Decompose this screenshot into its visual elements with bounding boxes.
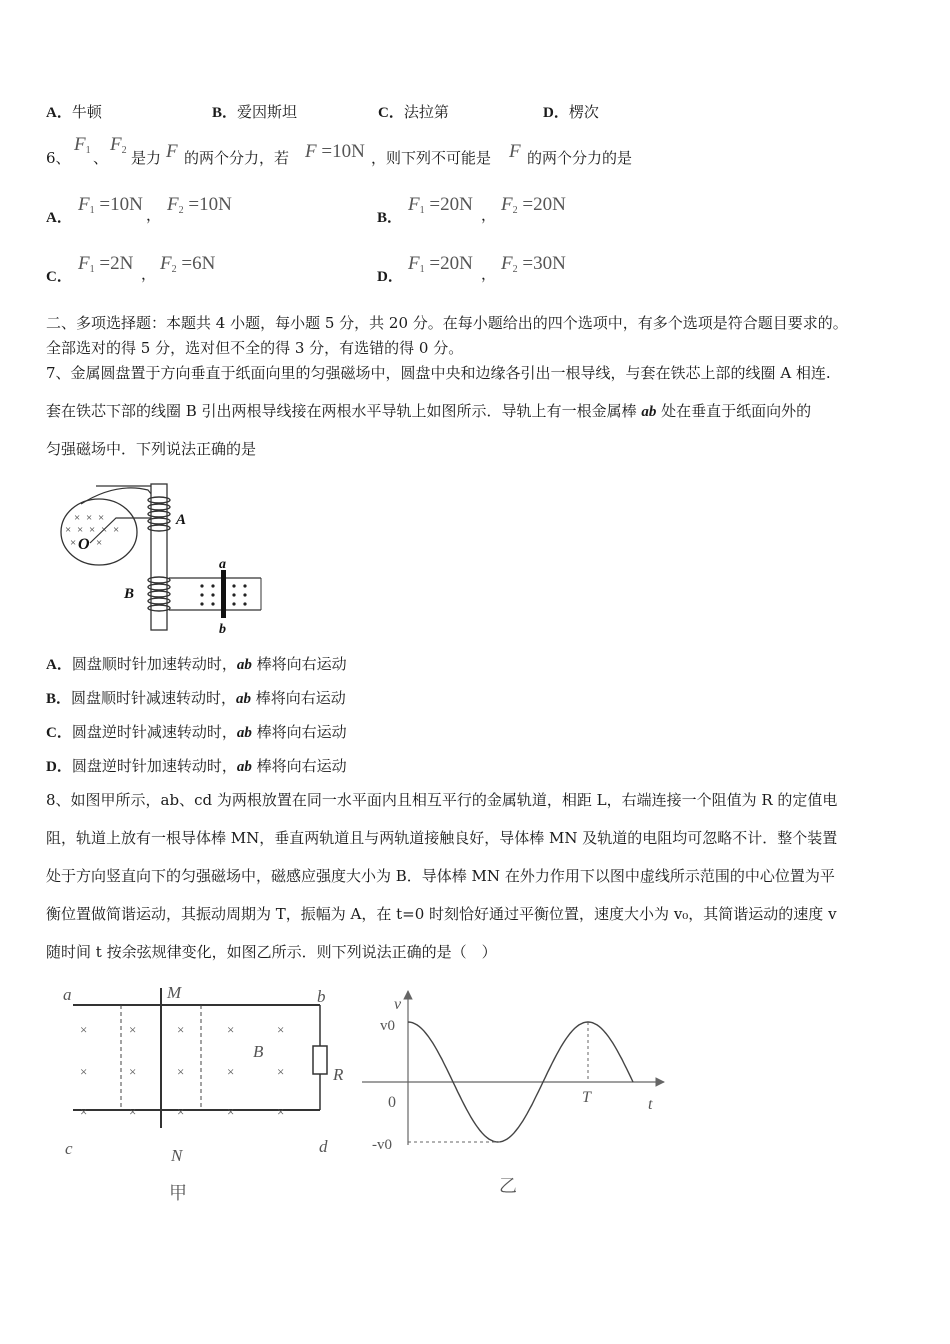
- option-letter: A．: [46, 657, 72, 673]
- cross: ×: [277, 1022, 285, 1037]
- caption-yi: 乙: [499, 1176, 517, 1196]
- var: F: [305, 141, 317, 162]
- label-period: T: [582, 1089, 591, 1106]
- cross: ×: [80, 1104, 88, 1119]
- text: 圆盘逆时针加速转动时，: [71, 757, 237, 775]
- q6-option-d: [377, 266, 403, 287]
- q6-option-c: [46, 266, 72, 287]
- q5-option-c: [378, 102, 449, 123]
- label-m: M: [167, 983, 182, 1002]
- value: =20N: [429, 253, 473, 274]
- cross: ×: [89, 524, 96, 536]
- q8-figure-jia: [55, 978, 355, 1210]
- subscript: 1: [85, 145, 91, 156]
- value: =6N: [181, 253, 216, 274]
- option-letter: C．: [46, 269, 72, 285]
- label-rod-b: b: [219, 622, 226, 636]
- comma: ，: [481, 206, 497, 224]
- option-text: 牛顿: [71, 103, 102, 121]
- disk-crosses: [65, 512, 119, 549]
- q6-d-f1: $F_1 =20N$: [408, 253, 473, 275]
- q6-separator: 、: [93, 149, 109, 167]
- cross: ×: [277, 1064, 285, 1079]
- option-letter: A．: [46, 105, 72, 121]
- option-letter: D．: [377, 269, 403, 285]
- option-letter: C．: [378, 105, 404, 121]
- subscript: 2: [121, 145, 127, 156]
- q6-b-f1: $F_1 =20N$: [408, 194, 473, 216]
- iron-core: [151, 484, 167, 630]
- q6-text2: 的两个分力，若: [184, 149, 290, 167]
- q6-f: F: [166, 141, 178, 162]
- q7-option-b: [46, 688, 346, 709]
- var: F: [110, 134, 122, 155]
- q6-f-equation: [305, 141, 365, 163]
- text: 处在垂直于纸面向外的: [656, 402, 812, 420]
- q8-line1: 8、如图甲所示，ab、cd 为两根放置在同一水平面内且相互平行的金属轨道，相距 L，右端连接一个阻值为 R 的定值电: [46, 791, 838, 809]
- disk: [61, 499, 137, 565]
- comma: ，: [146, 206, 162, 224]
- cross: ×: [227, 1104, 235, 1119]
- cross: ×: [129, 1104, 137, 1119]
- value: =10N: [99, 194, 143, 215]
- option-text: 爱因斯坦: [237, 103, 298, 121]
- comma: ，: [481, 265, 497, 283]
- q6-c-f1: $F_1 =2N$: [78, 253, 134, 275]
- section2-line1: 二、多项选择题：本题共 4 小题，每小题 5 分，共 20 分。在每小题给出的四个选项中，有多个选项是符合题目要求的。: [46, 314, 848, 332]
- cross: ×: [177, 1022, 185, 1037]
- ab-label: ab: [236, 725, 252, 741]
- cross: ×: [65, 524, 72, 536]
- value: =20N: [522, 194, 566, 215]
- label-a: a: [63, 985, 72, 1004]
- option-letter: D．: [543, 105, 569, 121]
- q7-option-a: [46, 654, 347, 675]
- value: =2N: [99, 253, 134, 274]
- ab-label: ab: [236, 691, 252, 707]
- cross: ×: [129, 1064, 137, 1079]
- q6-option-a: [46, 207, 72, 228]
- q7-option-c: [46, 722, 347, 743]
- text: 圆盘顺时针减速转动时，: [71, 689, 237, 707]
- text: 棒将向右运动: [251, 655, 347, 673]
- cross: ×: [98, 512, 105, 524]
- q6-f2: [110, 134, 127, 156]
- cross: ×: [277, 1104, 285, 1119]
- q6-text3: ，则下列不可能是: [371, 149, 492, 167]
- cross: ×: [74, 512, 81, 524]
- q6-option-b: [377, 207, 402, 228]
- text: 圆盘顺时针加速转动时，: [71, 655, 237, 673]
- value: =10N: [188, 194, 232, 215]
- ab-label: ab: [236, 759, 252, 775]
- label-neg-v0: -v0: [372, 1137, 392, 1153]
- cross: ×: [77, 524, 84, 536]
- text: 圆盘逆时针减速转动时，: [71, 723, 237, 741]
- var: F: [74, 134, 86, 155]
- q7-line3: 匀强磁场中．下列说法正确的是: [46, 440, 257, 458]
- field-crosses: [80, 1022, 284, 1119]
- q7-figure: [56, 478, 276, 636]
- label-v-axis: v: [394, 996, 402, 1013]
- cross: ×: [70, 537, 77, 549]
- q6-text4: 的两个分力的是: [527, 149, 633, 167]
- label-a-coil: A: [176, 512, 187, 528]
- q5-option-d: [543, 102, 599, 123]
- option-letter: A．: [46, 210, 72, 226]
- label-o: O: [78, 536, 90, 553]
- cross: ×: [80, 1022, 88, 1037]
- ab-label: ab: [236, 657, 252, 673]
- label-c: c: [65, 1139, 73, 1158]
- label-r: R: [333, 1065, 344, 1084]
- label-b: b: [317, 987, 326, 1006]
- label-t-axis: t: [648, 1096, 653, 1113]
- label-origin: 0: [388, 1094, 396, 1111]
- q5-option-a: [46, 102, 102, 123]
- option-letter: C．: [46, 725, 72, 741]
- q7-line1: 7、金属圆盘置于方向垂直于纸面向里的匀强磁场中，圆盘中央和边缘各引出一根导线，与套在铁芯上部的线圈 A 相连.: [46, 364, 831, 382]
- label-rod-a: a: [219, 557, 226, 572]
- cross: ×: [96, 537, 103, 549]
- text: 棒将向右运动: [251, 723, 347, 741]
- ab-label: ab: [641, 404, 657, 420]
- q6-c-f2: $F_2 =6N$: [160, 253, 216, 275]
- cross: ×: [177, 1064, 185, 1079]
- q8-line5: 随时间 t 按余弦规律变化，如图乙所示．则下列说法正确的是（ ）: [46, 943, 497, 961]
- rod-ab: [221, 570, 226, 618]
- q8-line3: 处于方向竖直向下的匀强磁场中，磁感应强度大小为 B．导体棒 MN 在外力作用下以图中虚线所示范围的中心位置为平: [46, 867, 835, 885]
- comma: ，: [141, 265, 157, 283]
- wire: [81, 488, 156, 504]
- q6-d-f2: $F_2 =30N$: [501, 253, 566, 275]
- label-b-coil: B: [124, 586, 135, 602]
- cross: ×: [113, 524, 120, 536]
- cross: ×: [129, 1022, 137, 1037]
- q6-b-f2: $F_2 =20N$: [501, 194, 566, 216]
- q7-option-d: [46, 756, 347, 777]
- q8-line4: 衡位置做简谐运动，其振动周期为 T，振幅为 A，在 t=0 时刻恰好通过平衡位置，速度大小为 v₀，其简谐运动的速度 v: [46, 905, 837, 923]
- label-field-b: B: [253, 1042, 264, 1061]
- option-letter: D．: [46, 759, 72, 775]
- option-text: 楞次: [568, 103, 599, 121]
- q6-a-f1: $F_1 =10N$: [78, 194, 143, 216]
- q6-a-f2: $F_2 =10N$: [167, 194, 232, 216]
- cross: ×: [177, 1104, 185, 1119]
- option-letter: B．: [212, 105, 238, 121]
- value: =30N: [522, 253, 566, 274]
- q7-line2: [46, 401, 811, 422]
- resistor-r: [313, 1046, 327, 1074]
- cross: ×: [86, 512, 93, 524]
- label-n: N: [171, 1146, 183, 1165]
- cross: ×: [101, 524, 108, 536]
- label-v0: v0: [380, 1018, 395, 1034]
- q6-number: 6、: [46, 149, 71, 167]
- q8-figure-yi: [358, 985, 678, 1210]
- q6-text1: 是力: [131, 149, 162, 167]
- q8-line2: 阻，轨道上放有一根导体棒 MN，垂直两轨道且与两轨道接触良好，导体棒 MN 及轨道的电阻均可忽略不计．整个装置: [46, 829, 838, 847]
- q6-f1: [74, 134, 91, 156]
- cross: ×: [227, 1022, 235, 1037]
- label-d: d: [319, 1137, 328, 1156]
- section2-line2: 全部选对的得 5 分，选对但不全的得 3 分，有选错的得 0 分。: [46, 339, 464, 357]
- value: =20N: [429, 194, 473, 215]
- option-text: 法拉第: [403, 103, 449, 121]
- value: =10N: [316, 141, 365, 162]
- q5-option-b: [212, 102, 297, 123]
- text: 棒将向右运动: [251, 689, 346, 707]
- cross: ×: [227, 1064, 235, 1079]
- text: 套在铁芯下部的线圈 B 引出两根导线接在两根水平导轨上如图所示．导轨上有一根金属棒: [46, 402, 642, 420]
- option-letter: B．: [377, 210, 403, 226]
- caption-jia: 甲: [169, 1183, 187, 1203]
- q6-f-b: F: [509, 141, 521, 162]
- option-letter: B．: [46, 691, 72, 707]
- text: 棒将向右运动: [251, 757, 347, 775]
- cross: ×: [80, 1064, 88, 1079]
